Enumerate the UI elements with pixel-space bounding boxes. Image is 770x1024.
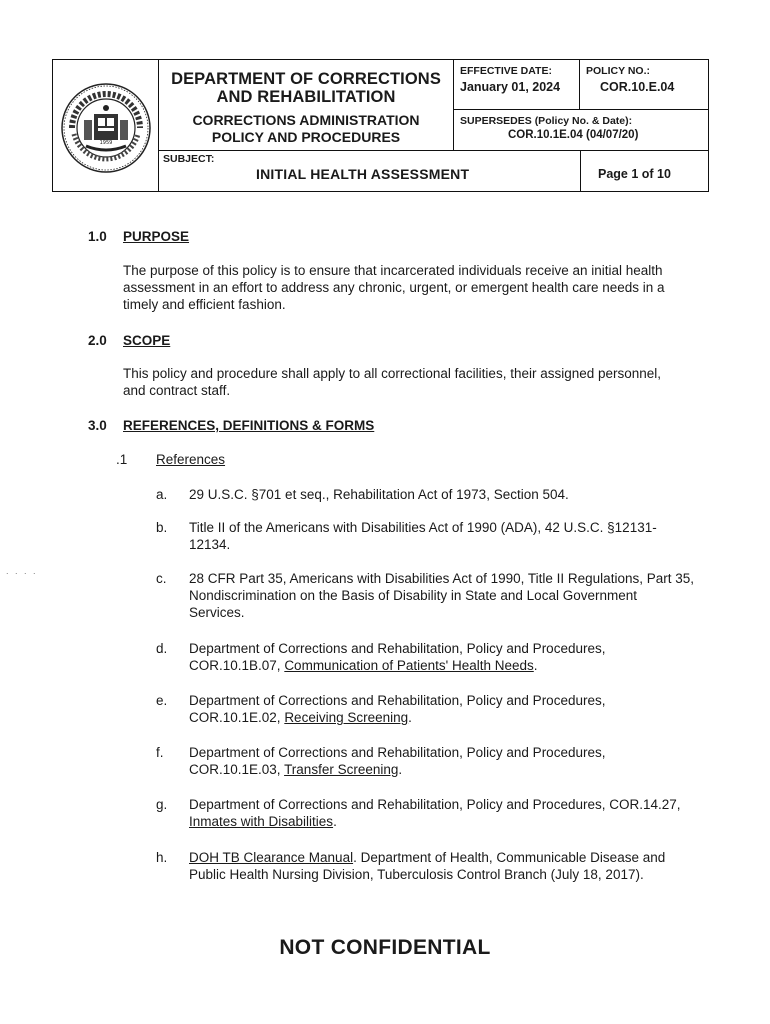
reference-link: Communication of Patients' Health Needs	[284, 658, 534, 673]
section-number: 2.0	[88, 333, 107, 348]
effective-date-label: EFFECTIVE DATE:	[460, 65, 552, 77]
section-heading-references	[88, 418, 374, 433]
section-heading-purpose	[88, 229, 189, 244]
reference-text: Department of Corrections and Rehabilitation, Policy and Procedures, COR.10.1B.07,	[189, 641, 606, 673]
supersedes-value: COR.10.1E.04 (04/07/20)	[508, 129, 639, 141]
supersedes-label: SUPERSEDES (Policy No. & Date):	[460, 115, 633, 127]
policy-number-cell	[580, 60, 708, 110]
reference-text: 29 U.S.C. §701 et seq., Rehabilitation Act of 1973, Section 504.	[189, 487, 569, 502]
policy-header-table	[52, 59, 709, 192]
subsection-title: References	[156, 452, 226, 467]
reference-letter: c.	[156, 571, 167, 586]
subject-row	[159, 150, 708, 191]
policy-number-value: COR.10.E.04	[600, 80, 675, 94]
reference-text-end: .	[533, 658, 538, 673]
department-cell	[159, 60, 453, 150]
section-title: REFERENCES, DEFINITIONS & FORMS	[123, 418, 375, 433]
department-title-line2: AND REHABILITATION	[216, 88, 396, 106]
seal-cell	[53, 60, 159, 191]
confidentiality-footer: NOT CONFIDENTIAL	[279, 936, 491, 959]
reference-letter: f.	[156, 745, 164, 760]
effective-date-cell	[453, 60, 580, 110]
reference-link: Transfer Screening	[284, 762, 399, 777]
policy-number-label: POLICY NO.:	[586, 65, 650, 77]
reference-letter: d.	[156, 641, 168, 656]
section-number: 3.0	[88, 418, 107, 433]
subsection-number: .1	[116, 452, 128, 467]
effective-date-value: January 01, 2024	[460, 80, 561, 94]
reference-text-end: .	[398, 762, 403, 777]
section-title: PURPOSE	[123, 229, 190, 244]
reference-text-end: .	[333, 814, 337, 829]
scope-paragraph: This policy and procedure shall apply to all correctional facilities, their assigned personnel, and contract staff.	[123, 366, 662, 398]
reference-letter: g.	[156, 797, 168, 812]
reference-text-end: . Department of Health, Communicable Disease and Public Health Nursing Division, Tuberculosis Control Branch (July 18, 2017).	[189, 850, 666, 882]
reference-text: Title II of the Americans with Disabilities Act of 1990 (ADA), 42 U.S.C. §12131-12134.	[189, 520, 657, 552]
state-seal-icon	[60, 82, 152, 174]
svg-text:1959: 1959	[99, 140, 113, 146]
reference-text: Department of Corrections and Rehabilitation, Policy and Procedures, COR.10.1E.02,	[189, 693, 606, 725]
reference-letter: b.	[156, 520, 168, 535]
subject-title: INITIAL HEALTH ASSESSMENT	[256, 166, 470, 182]
reference-link: DOH TB Clearance Manual	[189, 850, 354, 865]
section-heading-scope	[88, 333, 170, 348]
department-subtitle-line2: POLICY AND PROCEDURES	[211, 129, 401, 145]
subsection-references	[116, 452, 225, 467]
margin-mark: . . . .	[6, 566, 38, 576]
reference-letter: a.	[156, 487, 168, 502]
page-indicator: Page 1 of 10	[580, 151, 708, 191]
department-subtitle-line1: CORRECTIONS ADMINISTRATION	[192, 112, 420, 128]
purpose-paragraph: The purpose of this policy is to ensure that incarcerated individuals receive an initial health assessment in an effort to address any chronic, urgent, or emergent health care needs in a timely and efficient fashion.	[123, 263, 665, 312]
department-title-line1: DEPARTMENT OF CORRECTIONS	[171, 70, 441, 88]
subject-label: SUBJECT:	[163, 153, 215, 165]
reference-text: Department of Corrections and Rehabilitation, Policy and Procedures, COR.14.27,	[189, 797, 681, 812]
reference-text: Department of Corrections and Rehabilitation, Policy and Procedures, COR.10.1E.03,	[189, 745, 606, 777]
supersedes-cell	[453, 110, 708, 150]
section-number: 1.0	[88, 229, 107, 244]
reference-text-end: .	[408, 710, 412, 725]
reference-link: Inmates with Disabilities	[189, 814, 334, 829]
reference-letter: h.	[156, 850, 168, 865]
reference-letter: e.	[156, 693, 168, 708]
section-title: SCOPE	[123, 333, 171, 348]
reference-text: 28 CFR Part 35, Americans with Disabilities Act of 1990, Title II Regulations, Part 35, Nondiscrimination on the Basis of Disability in State and Local Government Services.	[189, 571, 694, 620]
reference-link: Receiving Screening	[284, 710, 409, 725]
